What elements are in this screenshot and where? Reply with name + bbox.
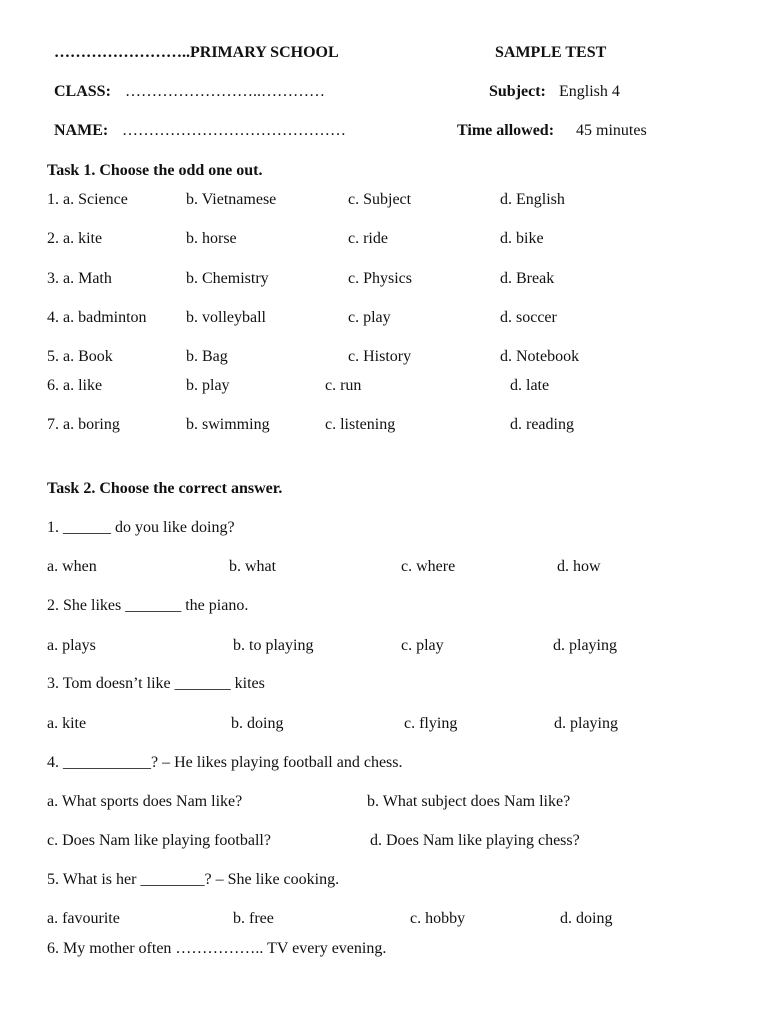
- task1-option: c. play: [348, 309, 391, 326]
- task2-option: a. plays: [47, 637, 96, 654]
- task1-option: 3. a. Math: [47, 270, 112, 287]
- task2-question: 4. ___________? – He likes playing football and chess.: [47, 754, 403, 771]
- task2-option: d. doing: [560, 910, 613, 927]
- task2-option: d. playing: [553, 637, 617, 654]
- name-blank: ……………………………………: [122, 122, 346, 139]
- task1-option: c. Physics: [348, 270, 412, 287]
- task1-option: c. History: [348, 348, 412, 365]
- task2-question: 5. What is her ________? – She like cooking.: [47, 871, 340, 888]
- time-label: Time allowed:: [457, 122, 555, 139]
- task2-title: Task 2. Choose the correct answer.: [47, 480, 283, 497]
- task1-option: b. horse: [186, 230, 237, 247]
- task1-option: b. swimming: [186, 416, 270, 433]
- task1-option: c. run: [325, 377, 362, 394]
- task2-option: b. to playing: [233, 637, 314, 654]
- task1-option: c. ride: [348, 230, 388, 247]
- task2-question: 1. ______ do you like doing?: [47, 519, 235, 536]
- subject-value: English 4: [559, 83, 620, 100]
- task1-option: d. English: [500, 191, 565, 208]
- task1-option: b. play: [186, 377, 230, 394]
- task2-option: b. What subject does Nam like?: [367, 793, 571, 810]
- task2-option: d. Does Nam like playing chess?: [370, 832, 580, 849]
- task1-option: d. late: [510, 377, 550, 394]
- time-value: 45 minutes: [576, 122, 647, 139]
- task2-option: b. what: [229, 558, 277, 575]
- task1-option: 4. a. badminton: [47, 309, 147, 326]
- task1-option: d. soccer: [500, 309, 557, 326]
- task2-option: a. favourite: [47, 910, 120, 927]
- class-blank: ……………………..…………: [125, 83, 325, 100]
- task2-option: d. playing: [554, 715, 618, 732]
- class-label: CLASS:: [54, 83, 111, 100]
- task2-option: a. What sports does Nam like?: [47, 793, 243, 810]
- task1-option: b. Chemistry: [186, 270, 269, 287]
- task2-option: a. kite: [47, 715, 87, 732]
- task1-title: Task 1. Choose the odd one out.: [47, 162, 263, 179]
- task1-option: d. Break: [500, 270, 555, 287]
- task2-option: c. Does Nam like playing football?: [47, 832, 271, 849]
- task1-option: 6. a. like: [47, 377, 103, 394]
- task1-option: b. Bag: [186, 348, 228, 365]
- task1-option: d. reading: [510, 416, 574, 433]
- task1-option: d. Notebook: [500, 348, 580, 365]
- task2-option: c. where: [401, 558, 456, 575]
- task1-option: 1. a. Science: [47, 191, 128, 208]
- task2-option: c. hobby: [410, 910, 466, 927]
- task1-option: b. Vietnamese: [186, 191, 277, 208]
- task1-option: b. volleyball: [186, 309, 266, 326]
- task2-question: 3. Tom doesn’t like _______ kites: [47, 675, 265, 692]
- task1-option: 2. a. kite: [47, 230, 103, 247]
- task2-option: a. when: [47, 558, 97, 575]
- task1-option: d. bike: [500, 230, 544, 247]
- task1-option: 7. a. boring: [47, 416, 120, 433]
- task2-option: d. how: [557, 558, 601, 575]
- task1-option: c. listening: [325, 416, 396, 433]
- name-label: NAME:: [54, 122, 109, 139]
- task1-option: 5. a. Book: [47, 348, 113, 365]
- task2-option: b. free: [233, 910, 274, 927]
- task2-question: 6. My mother often …………….. TV every evening.: [47, 940, 387, 957]
- task2-option: b. doing: [231, 715, 284, 732]
- school-name: ……………………..PRIMARY SCHOOL: [54, 44, 339, 61]
- task2-option: c. flying: [404, 715, 458, 732]
- task2-option: c. play: [401, 637, 444, 654]
- task2-question: 2. She likes _______ the piano.: [47, 597, 249, 614]
- task1-option: c. Subject: [348, 191, 412, 208]
- test-title: SAMPLE TEST: [495, 44, 607, 61]
- subject-label: Subject:: [489, 83, 546, 100]
